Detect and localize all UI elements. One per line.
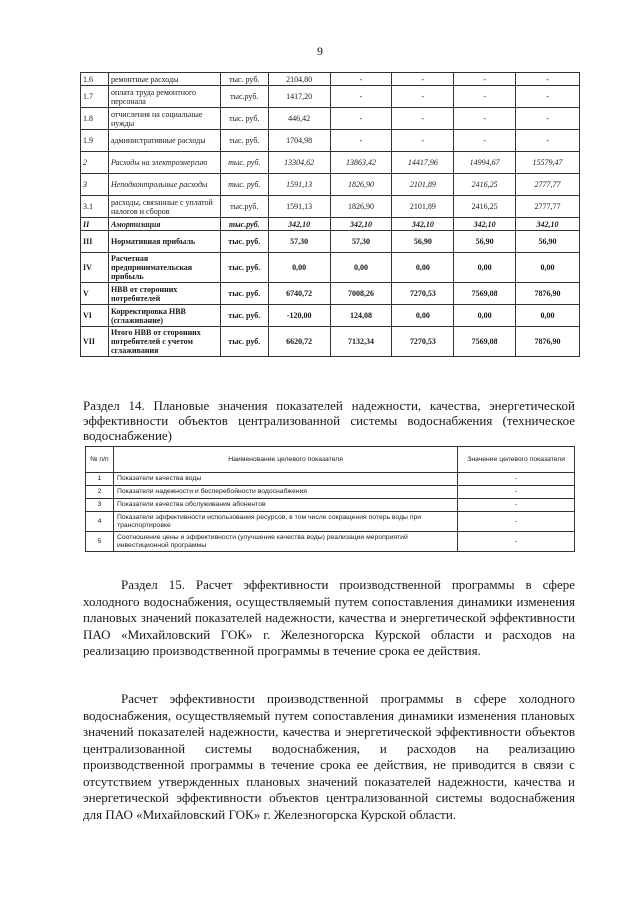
row-unit: тыс. руб.	[220, 327, 268, 357]
row-value: 57,30	[268, 231, 330, 253]
indicator-value: -	[458, 532, 575, 552]
row-unit: тыс. руб.	[220, 231, 268, 253]
row-name: Итого НВВ от сторонних потребителей с учетом сглаживания	[108, 327, 220, 357]
header-value: Значение целевого показателя	[458, 447, 575, 473]
table-row	[81, 253, 580, 283]
row-value: -	[330, 73, 392, 86]
row-value: 0,00	[454, 253, 516, 283]
row-name: Неподконтрольные расходы	[108, 174, 220, 196]
row-name: Амортизация	[108, 218, 220, 231]
section-14-heading: Раздел 14. Плановые значения показателей надежности, качества, энергетической эффективности объектов централизованной системы водоснабжения (техническое водоснабжение)	[83, 398, 575, 443]
row-value: -	[330, 108, 392, 130]
row-value: 446,42	[268, 108, 330, 130]
indicator-value: -	[458, 486, 575, 499]
table-row	[86, 473, 575, 486]
row-number: VII	[81, 327, 109, 357]
table-row	[81, 196, 580, 218]
indicators-table	[85, 446, 575, 552]
row-name: ремонтные расходы	[108, 73, 220, 86]
table-row	[81, 130, 580, 152]
row-value: 15579,47	[516, 152, 580, 174]
row-number: 3	[81, 174, 109, 196]
row-unit: тыс.руб.	[220, 218, 268, 231]
table-row	[81, 73, 580, 86]
table-row	[81, 305, 580, 327]
row-value: 1417,20	[268, 86, 330, 108]
row-value: -	[454, 86, 516, 108]
indicator-name: Показатели эффективности использования ресурсов, в том числе сокращения потерь воды при транспортировке	[113, 512, 457, 532]
row-name: НВВ от сторонних потребителей	[108, 283, 220, 305]
table-row	[81, 327, 580, 357]
row-value: 56,90	[516, 231, 580, 253]
row-value: 0,00	[392, 253, 454, 283]
row-value: 1591,13	[268, 196, 330, 218]
table-row	[86, 532, 575, 552]
row-unit: тыс.руб.	[220, 196, 268, 218]
row-number: IV	[81, 253, 109, 283]
row-value: -	[392, 130, 454, 152]
row-value: 2777,77	[516, 174, 580, 196]
indicator-number: 4	[86, 512, 114, 532]
row-value: 7008,26	[330, 283, 392, 305]
table-row	[81, 174, 580, 196]
table-row	[86, 499, 575, 512]
row-value: 0,00	[516, 253, 580, 283]
row-value: 0,00	[516, 305, 580, 327]
table-row	[86, 486, 575, 499]
table-row	[81, 152, 580, 174]
row-name: административные расходы	[108, 130, 220, 152]
row-value: 56,90	[454, 231, 516, 253]
row-name: Нормативная прибыль	[108, 231, 220, 253]
row-value: 6620,72	[268, 327, 330, 357]
indicator-number: 5	[86, 532, 114, 552]
row-value: 13304,62	[268, 152, 330, 174]
row-value: 2101,89	[392, 196, 454, 218]
row-number: 1.7	[81, 86, 109, 108]
row-number: 1.8	[81, 108, 109, 130]
section-15-body: Расчет эффективности производственной программы в сфере холодного водоснабжения, осуществляемый путем сопоставления динамики изменения плановых значений показателей надежности, качества и энергетической эффективности объектов централизованной системы водоснабжения, и расходов на реализацию производственной программы в течение срока ее действия, не приводится в связи с отсутствием утвержденных плановых значений показателей надежности, качества и энергетической эффективности объектов централизованной системы водоснабжения для ПАО «Михайловский ГОК» г. Железногорска Курской области.	[83, 691, 575, 822]
row-value: 342,10	[392, 218, 454, 231]
row-unit: тыс. руб.	[220, 305, 268, 327]
row-number: II	[81, 218, 109, 231]
row-value: -	[454, 73, 516, 86]
row-value: -	[330, 130, 392, 152]
row-value: 1826,90	[330, 174, 392, 196]
row-unit: тыс. руб.	[220, 253, 268, 283]
row-number: 1.9	[81, 130, 109, 152]
row-value: -	[454, 108, 516, 130]
row-value: -	[330, 86, 392, 108]
row-value: 7876,90	[516, 327, 580, 357]
section-15-heading: Раздел 15. Расчет эффективности производственной программы в сфере холодного водоснабжения, осуществляемый путем сопоставления динамики изменения плановых значений показателей надежности, качества и энергетической эффективности ПАО «Михайловский ГОК» г. Железногорска Курской области и расходов на реализацию производственной программы в течение срока ее действия.	[83, 577, 575, 658]
row-value: 1826,90	[330, 196, 392, 218]
header-name: Наименование целевого показателя	[113, 447, 457, 473]
row-value: 7132,34	[330, 327, 392, 357]
indicator-name: Показатели качества воды	[113, 473, 457, 486]
row-value: 342,10	[330, 218, 392, 231]
row-value: 342,10	[516, 218, 580, 231]
table-row	[81, 108, 580, 130]
table-row	[81, 86, 580, 108]
row-value: 7569,08	[454, 327, 516, 357]
row-value: -	[516, 108, 580, 130]
row-value: 2101,89	[392, 174, 454, 196]
row-value: 0,00	[454, 305, 516, 327]
row-value: 0,00	[330, 253, 392, 283]
page-number: 9	[317, 44, 323, 58]
indicator-value: -	[458, 499, 575, 512]
row-name: оплата труда ремонтного персонала	[108, 86, 220, 108]
row-value: 7270,53	[392, 327, 454, 357]
row-unit: тыс.руб.	[220, 86, 268, 108]
row-value: 13863,42	[330, 152, 392, 174]
row-number: 2	[81, 152, 109, 174]
row-number: VI	[81, 305, 109, 327]
row-value: -	[454, 130, 516, 152]
indicator-name: Показатели надежности и бесперебойности водоснабжения	[113, 486, 457, 499]
row-value: 2416,25	[454, 196, 516, 218]
row-value: 342,10	[268, 218, 330, 231]
row-value: 14417,96	[392, 152, 454, 174]
row-value: 0,00	[392, 305, 454, 327]
table-row	[81, 283, 580, 305]
row-value: -	[392, 108, 454, 130]
row-value: -	[392, 73, 454, 86]
indicator-number: 3	[86, 499, 114, 512]
row-value: 56,90	[392, 231, 454, 253]
finance-table	[80, 72, 580, 357]
row-number: III	[81, 231, 109, 253]
row-value: 57,30	[330, 231, 392, 253]
row-name: расходы, связанные с уплатой налогов и сборов	[108, 196, 220, 218]
row-name: отчисления на социальные нужды	[108, 108, 220, 130]
row-unit: тыс. руб.	[220, 130, 268, 152]
row-value: 7569,08	[454, 283, 516, 305]
row-value: 2416,25	[454, 174, 516, 196]
indicator-value: -	[458, 473, 575, 486]
row-unit: тыс. руб.	[220, 283, 268, 305]
row-unit: тыс. руб.	[220, 108, 268, 130]
row-value: 6740,72	[268, 283, 330, 305]
row-value: 1591,13	[268, 174, 330, 196]
indicator-name: Соотношение цены и эффективности (улучшение качества воды) реализации мероприятий инвестиционной программы	[113, 532, 457, 552]
row-value: -	[516, 130, 580, 152]
row-name: Расчетная предпринимательская прибыль	[108, 253, 220, 283]
row-unit: тыс. руб.	[220, 174, 268, 196]
indicator-number: 1	[86, 473, 114, 486]
row-value: 14994,67	[454, 152, 516, 174]
row-value: 7270,53	[392, 283, 454, 305]
row-value: -120,00	[268, 305, 330, 327]
row-value: -	[516, 86, 580, 108]
table-row	[86, 512, 575, 532]
row-number: 3.1	[81, 196, 109, 218]
row-value: 2777,77	[516, 196, 580, 218]
row-value: 7876,90	[516, 283, 580, 305]
row-name: Расходы на электроэнергию	[108, 152, 220, 174]
header-num: № п/п	[86, 447, 114, 473]
row-unit: тыс. руб.	[220, 152, 268, 174]
row-value: -	[516, 73, 580, 86]
indicator-name: Показатели качества обслуживания абонентов	[113, 499, 457, 512]
indicator-number: 2	[86, 486, 114, 499]
row-number: 1.6	[81, 73, 109, 86]
row-value: 124,08	[330, 305, 392, 327]
table-row	[81, 231, 580, 253]
row-name: Корректировка НВВ (сглаживание)	[108, 305, 220, 327]
row-value: -	[392, 86, 454, 108]
table-row	[81, 218, 580, 231]
row-value: 2104,80	[268, 73, 330, 86]
row-value: 342,10	[454, 218, 516, 231]
row-number: V	[81, 283, 109, 305]
row-value: 1704,98	[268, 130, 330, 152]
row-unit: тыс. руб.	[220, 73, 268, 86]
indicator-value: -	[458, 512, 575, 532]
row-value: 0,00	[268, 253, 330, 283]
